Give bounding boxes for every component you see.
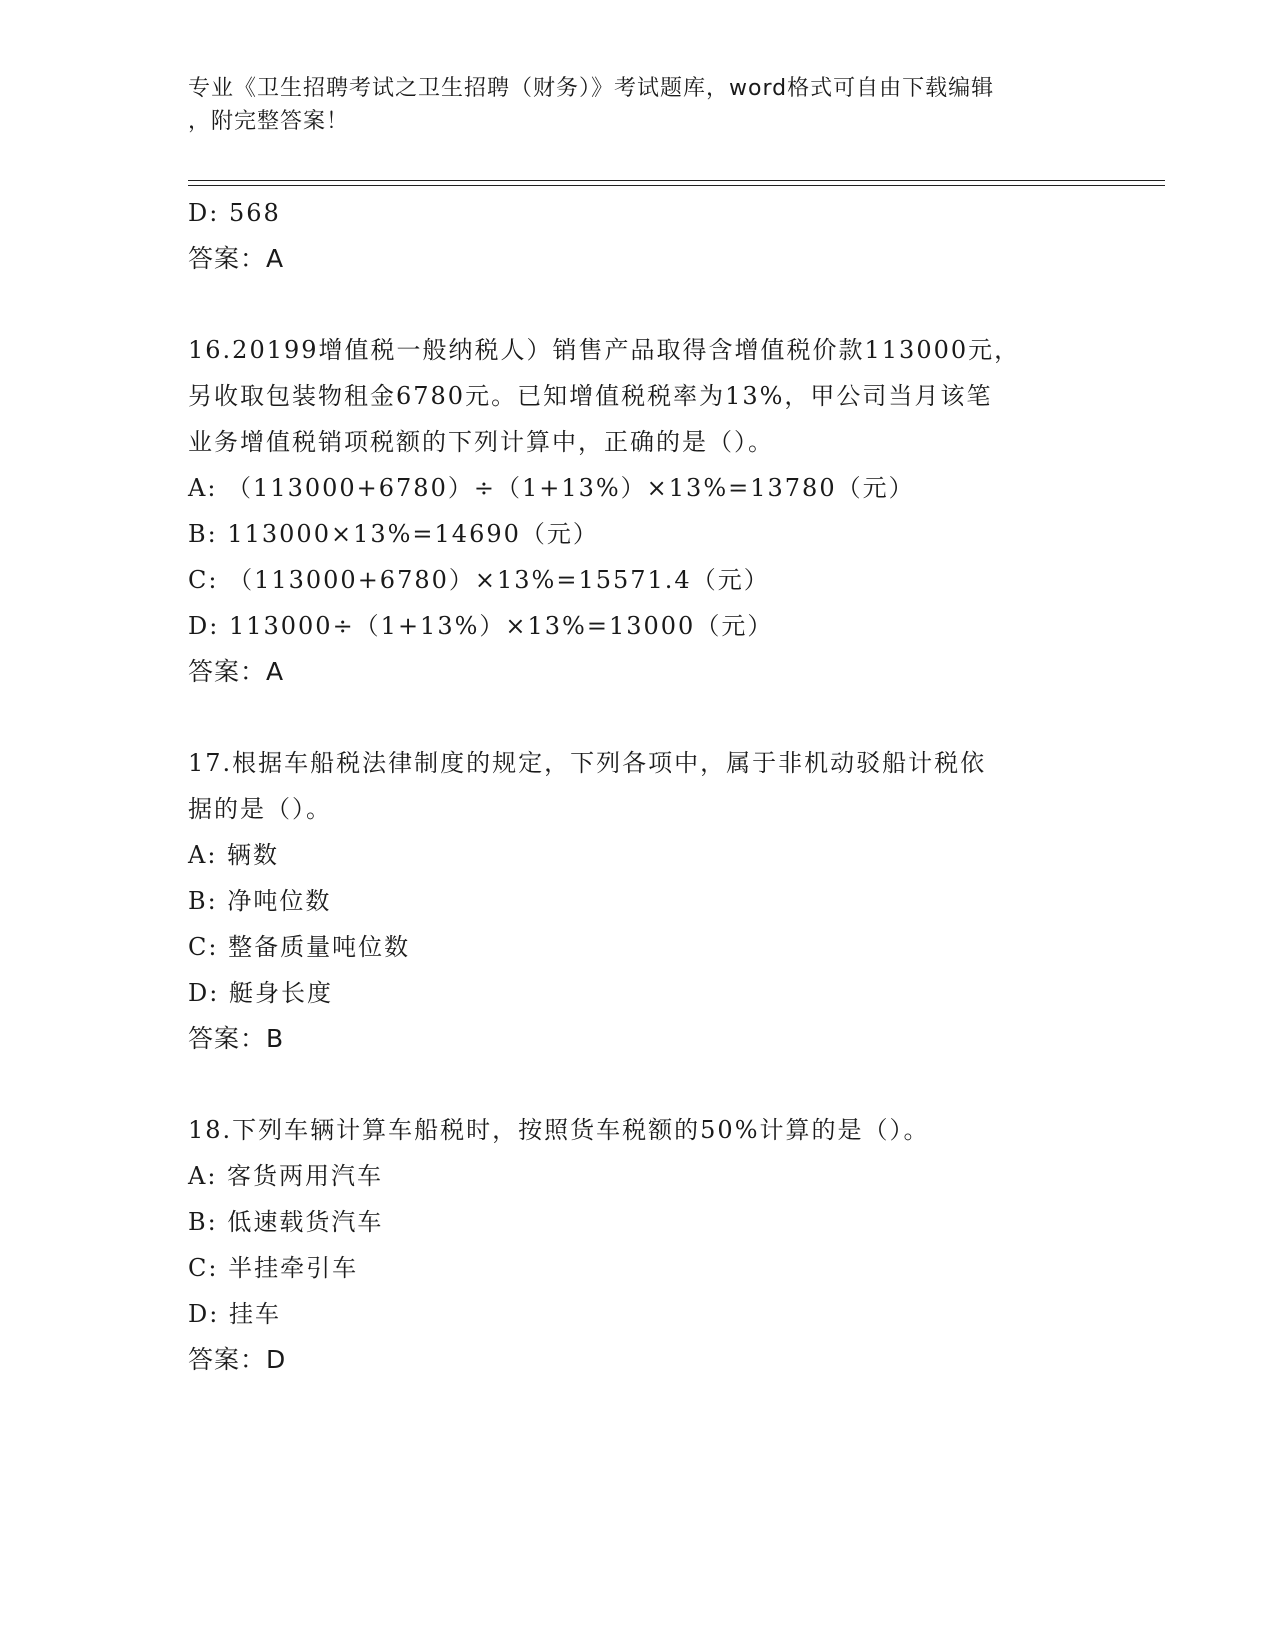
option-c: C: 半挂牵引车	[188, 1254, 359, 1282]
question-stem-line: 据的是（）。	[188, 795, 332, 823]
option-b: B: 净吨位数	[188, 887, 332, 915]
answer-line: 答案：B	[188, 1024, 285, 1053]
answer-line: 答案：A	[188, 244, 285, 273]
option-d: D: 568	[188, 199, 281, 227]
spacer	[188, 1062, 1088, 1107]
option-c: C: （113000+6780）×13%=15571.4（元）	[188, 566, 770, 594]
question-stem-line: 业务增值税销项税额的下列计算中，正确的是（）。	[188, 428, 774, 456]
spacer	[188, 282, 1088, 327]
header-line-1: 专业《卫生招聘考试之卫生招聘（财务）》考试题库，word格式可自由下载编辑	[188, 76, 995, 101]
header-divider-top	[188, 180, 1165, 181]
question-stem-line: 另收取包装物租金6780元。已知增值税税率为13%，甲公司当月该笔	[188, 382, 993, 410]
header-line-2: ，附完整答案！	[188, 109, 350, 134]
option-a: A: （113000+6780）÷（1+13%）×13%=13780（元）	[188, 474, 915, 502]
option-b: B: 低速载货汽车	[188, 1208, 384, 1236]
question-stem-line: 16.20199增值税一般纳税人）销售产品取得含增值税价款113000元，	[188, 336, 1021, 364]
answer-line: 答案：D	[188, 1345, 287, 1374]
question-stem-line: 17.根据车船税法律制度的规定，下列各项中，属于非机动驳船计税依	[188, 749, 987, 777]
answer-line: 答案：A	[188, 657, 285, 686]
option-d: D: 113000÷（1+13%）×13%=13000（元）	[188, 612, 774, 640]
option-b: B: 113000×13%=14690（元）	[188, 520, 599, 548]
option-a: A: 辆数	[188, 841, 280, 869]
option-c: C: 整备质量吨位数	[188, 933, 411, 961]
question-17	[188, 740, 1088, 1062]
option-a: A: 客货两用汽车	[188, 1162, 384, 1190]
option-d: D: 挂车	[188, 1300, 281, 1328]
option-d: D: 艇身长度	[188, 979, 333, 1007]
question-16	[188, 327, 1088, 695]
document-header	[188, 72, 1088, 138]
header-divider-bottom	[188, 185, 1165, 186]
question-18	[188, 1107, 1088, 1383]
question-15	[188, 190, 1088, 282]
question-stem-line: 18.下列车辆计算车船税时，按照货车税额的50%计算的是（）。	[188, 1116, 930, 1144]
question-list	[188, 190, 1088, 1383]
spacer	[188, 695, 1088, 740]
